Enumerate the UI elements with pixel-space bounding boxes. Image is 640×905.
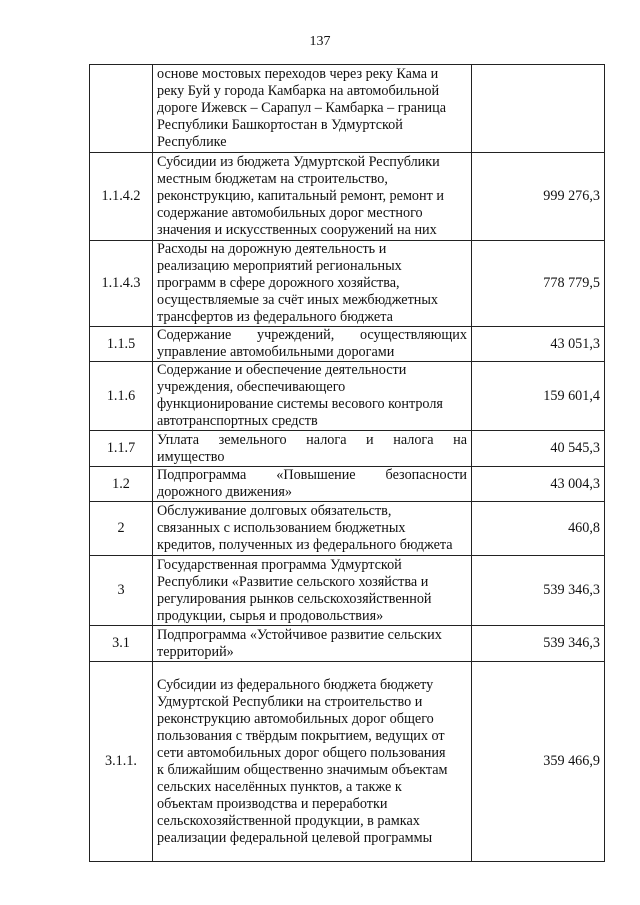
table-row	[90, 241, 605, 327]
description-line: территорий»	[157, 643, 234, 660]
row-code-cell: 3	[90, 556, 153, 626]
description-line: Республике	[157, 134, 227, 150]
description-line: Республики «Развитие сельского хозяйства и	[157, 573, 429, 590]
description-line: Подпрограмма «Повышение безопасности	[157, 467, 467, 483]
description-line: функционирование системы весового контроля	[157, 396, 443, 412]
row-amount-cell: 40 545,3	[472, 431, 605, 467]
table-row	[90, 502, 605, 556]
description-line: Содержание учреждений, осуществляющих	[157, 327, 467, 343]
description-line: осуществляемые за счёт иных межбюджетных	[157, 292, 439, 308]
description-line: дороге Ижевск – Сарапул – Камбарка – граница	[157, 100, 447, 116]
row-description-cell	[153, 626, 472, 662]
row-amount-cell: 539 346,3	[472, 556, 605, 626]
table-row	[90, 626, 605, 662]
row-amount-cell: 43 051,3	[472, 327, 605, 362]
description-line: связанных с использованием бюджетных	[157, 520, 406, 536]
row-description-cell	[153, 362, 472, 431]
description-line: содержание автомобильных дорог местного	[157, 205, 423, 221]
description-line: управление автомобильными дорогами	[157, 344, 395, 360]
table-row	[90, 467, 605, 502]
row-amount-cell: 159 601,4	[472, 362, 605, 431]
row-amount-cell: 460,8	[472, 502, 605, 556]
description-line: сельскохозяйственной продукции, в рамках	[157, 812, 420, 829]
row-amount-cell	[472, 65, 605, 153]
table-row	[90, 556, 605, 626]
table-row	[90, 431, 605, 467]
description-line: учреждения, обеспечивающего	[157, 379, 346, 395]
description-line: объектам производства и переработки	[157, 795, 388, 812]
description-line: трансфертов из федерального бюджета	[157, 309, 393, 325]
description-line: Субсидии из федерального бюджета бюджету	[157, 676, 434, 693]
row-description-cell	[153, 431, 472, 467]
table-row	[90, 65, 605, 153]
description-line: имущество	[157, 448, 225, 465]
row-code-cell: 1.1.4.3	[90, 241, 153, 327]
row-description-cell	[153, 467, 472, 502]
description-line: Подпрограмма «Устойчивое развитие сельских	[157, 626, 442, 643]
row-code-cell: 3.1	[90, 626, 153, 662]
row-description-cell	[153, 153, 472, 241]
row-amount-cell: 43 004,3	[472, 467, 605, 502]
description-line: Уплата земельного налога и налога на	[157, 431, 467, 448]
description-line: сети автомобильных дорог общего пользования	[157, 744, 446, 761]
row-code-cell: 1.1.6	[90, 362, 153, 431]
row-code-cell: 1.1.4.2	[90, 153, 153, 241]
row-code-cell: 1.2	[90, 467, 153, 502]
description-line: пользования с твёрдым покрытием, ведущих от	[157, 727, 445, 744]
row-description-cell	[153, 502, 472, 556]
row-code-cell: 1.1.7	[90, 431, 153, 467]
table-row	[90, 362, 605, 431]
description-line: Субсидии из бюджета Удмуртской Республики	[157, 154, 440, 170]
description-line: Удмуртской Республики на строительство и	[157, 693, 423, 710]
description-line: реализацию мероприятий региональных	[157, 258, 402, 274]
row-code-cell: 1.1.5	[90, 327, 153, 362]
description-line: к ближайшим общественно значимым объектам	[157, 761, 448, 778]
row-code-cell: 2	[90, 502, 153, 556]
table-row	[90, 662, 605, 862]
row-description-cell	[153, 556, 472, 626]
description-line: программ в сфере дорожного хозяйства,	[157, 275, 400, 291]
description-line: дорожного движения»	[157, 484, 292, 500]
budget-table	[89, 64, 605, 862]
description-line: продукции, сырья и продовольствия»	[157, 607, 384, 624]
table-row	[90, 153, 605, 241]
row-amount-cell: 999 276,3	[472, 153, 605, 241]
description-line: Расходы на дорожную деятельность и	[157, 241, 387, 257]
description-line: значения и искусственных сооружений на них	[157, 222, 437, 238]
description-line: Обслуживание долговых обязательств,	[157, 503, 392, 519]
description-line: Государственная программа Удмуртской	[157, 556, 402, 573]
row-code-cell: 3.1.1.	[90, 662, 153, 862]
description-line: реку Буй у города Камбарка на автомобильной	[157, 83, 440, 99]
description-line: местным бюджетам на строительство,	[157, 171, 388, 187]
description-line: автотранспортных средств	[157, 413, 318, 429]
row-description-cell	[153, 241, 472, 327]
description-line: регулирования рынков сельскохозяйственной	[157, 590, 432, 607]
description-line: реализации федеральной целевой программы	[157, 829, 433, 846]
description-line: сельских населённых пунктов, а также к	[157, 778, 402, 795]
row-code-cell	[90, 65, 153, 153]
description-line: основе мостовых переходов через реку Кама и	[157, 66, 439, 82]
row-description-cell	[153, 662, 472, 862]
description-line: реконструкцию, капитальный ремонт, ремонт и	[157, 188, 444, 204]
description-line: Содержание и обеспечение деятельности	[157, 362, 407, 378]
row-amount-cell: 539 346,3	[472, 626, 605, 662]
page-number: 137	[309, 34, 331, 49]
table-row	[90, 327, 605, 362]
description-line: Республики Башкортостан в Удмуртской	[157, 117, 403, 133]
row-description-cell	[153, 65, 472, 153]
row-amount-cell: 359 466,9	[472, 662, 605, 862]
description-line: реконструкцию автомобильных дорог общего	[157, 710, 434, 727]
row-amount-cell: 778 779,5	[472, 241, 605, 327]
row-description-cell	[153, 327, 472, 362]
description-line: кредитов, полученных из федерального бюджета	[157, 537, 453, 553]
